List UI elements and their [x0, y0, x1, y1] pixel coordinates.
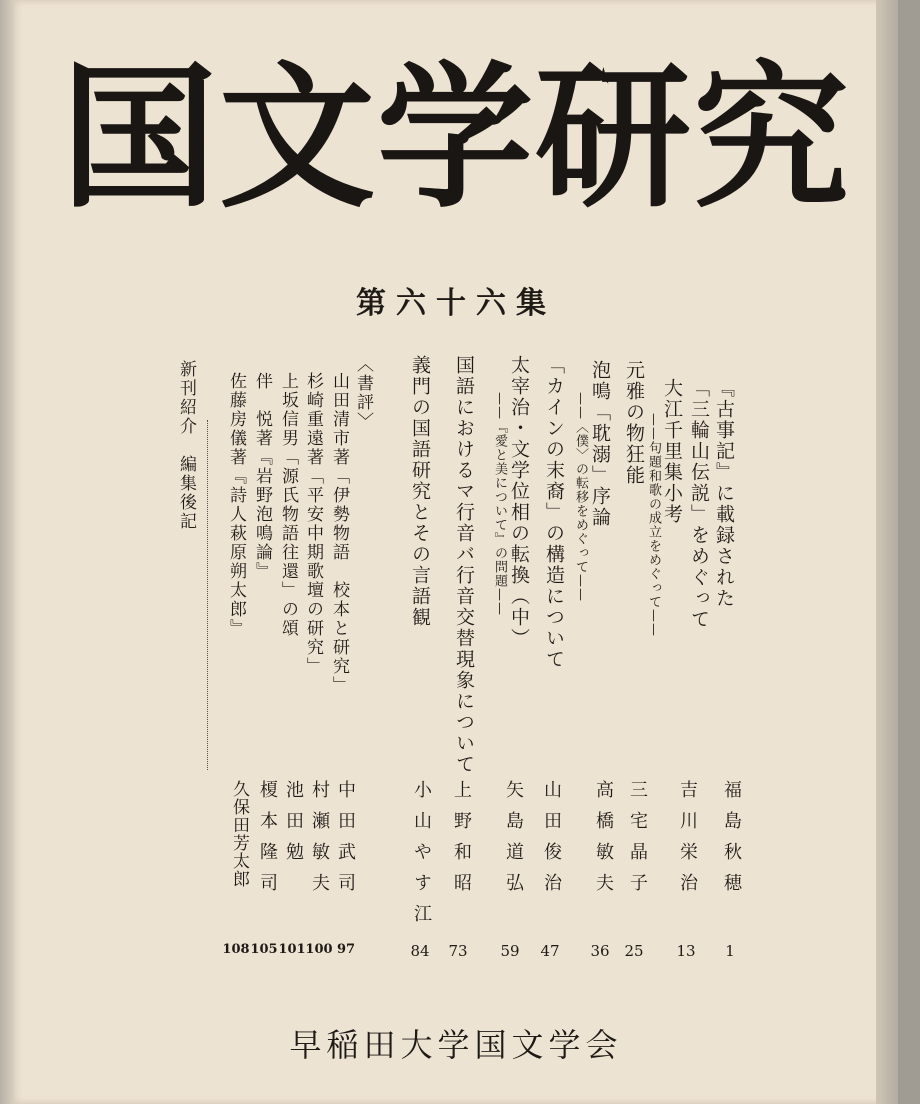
author-2: 吉川栄治	[677, 780, 698, 904]
article-1-title-a: 『古事記』に載録された	[713, 378, 735, 609]
review-5: 佐藤房儀著『詩人萩原朔太郎』	[226, 372, 246, 638]
page-number: 84	[410, 942, 430, 960]
page-number: 73	[448, 942, 468, 960]
page-number: 25	[624, 942, 644, 960]
page-number: 13	[676, 942, 696, 960]
review-author-4: 榎本隆司	[257, 780, 278, 904]
review-author-1: 中田武司	[335, 780, 356, 904]
article-5-title: 「カインの末裔」の構造について	[543, 355, 565, 670]
review-author-3: 池田勉	[283, 780, 304, 873]
author-3: 三宅晶子	[627, 780, 648, 904]
page-number: 101	[278, 942, 306, 957]
page-number: 108	[222, 942, 250, 957]
new-publications: 新刊紹介	[176, 360, 196, 436]
page-number: 105	[250, 942, 278, 957]
article-3-title: 元雅の物狂能	[623, 360, 645, 486]
article-4-title: 泡鳴「耽溺」序論	[589, 360, 611, 528]
article-2-title: 大江千里集小考	[661, 378, 683, 525]
review-4: 伴 悦著『岩野泡鳴論』	[252, 372, 272, 581]
cover-edge-left	[0, 0, 14, 1104]
page-number: 47	[540, 942, 560, 960]
dotted-leader	[207, 420, 208, 770]
editors-postscript: 編集後記	[176, 455, 196, 531]
author-8: 小山やす江	[411, 780, 432, 935]
article-2-subtitle: ——句題和歌の成立をめぐって——	[646, 413, 661, 637]
article-8-title: 義門の国語研究とその言語観	[409, 355, 431, 628]
article-6-title: 太宰治・文学位相の転換（中）	[508, 355, 530, 649]
page-number: 59	[500, 942, 520, 960]
publisher: 早稲田大学国文学会	[289, 1026, 623, 1064]
review-author-5: 久保田芳太郎	[229, 780, 249, 888]
page-number: 100	[305, 942, 333, 957]
author-5: 山田俊治	[541, 780, 562, 904]
issue-number: 第六十六集	[356, 286, 556, 321]
author-7: 上野和昭	[451, 780, 472, 904]
page-number: 1	[725, 942, 735, 960]
review-2: 杉崎重遠著「平安中期歌壇の研究」	[303, 372, 323, 676]
page-number: 36	[590, 942, 610, 960]
reviews-heading: 〈書評〉	[353, 355, 373, 431]
cover-page	[14, 0, 898, 1104]
author-6: 矢島道弘	[503, 780, 524, 904]
journal-title: 国文学研究	[61, 46, 851, 229]
article-1-title-b: 「三輪山伝説」をめぐって	[688, 378, 710, 630]
review-3: 上坂信男「源氏物語往還」の頌	[278, 372, 298, 638]
review-author-2: 村瀬敏夫	[309, 780, 330, 904]
article-6-subtitle: ——『愛と美について』の問題——	[492, 392, 507, 616]
article-4-subtitle: ——〈僕〉の転移をめぐって——	[573, 392, 588, 602]
page-number: 97	[336, 942, 356, 957]
review-1: 山田清市著「伊勢物語 校本と研究」	[329, 372, 349, 695]
author-1: 福島秋穂	[721, 780, 742, 904]
article-7-title: 国語におけるマ行音バ行音交替現象について	[453, 355, 475, 775]
author-4: 高橋敏夫	[593, 780, 614, 904]
